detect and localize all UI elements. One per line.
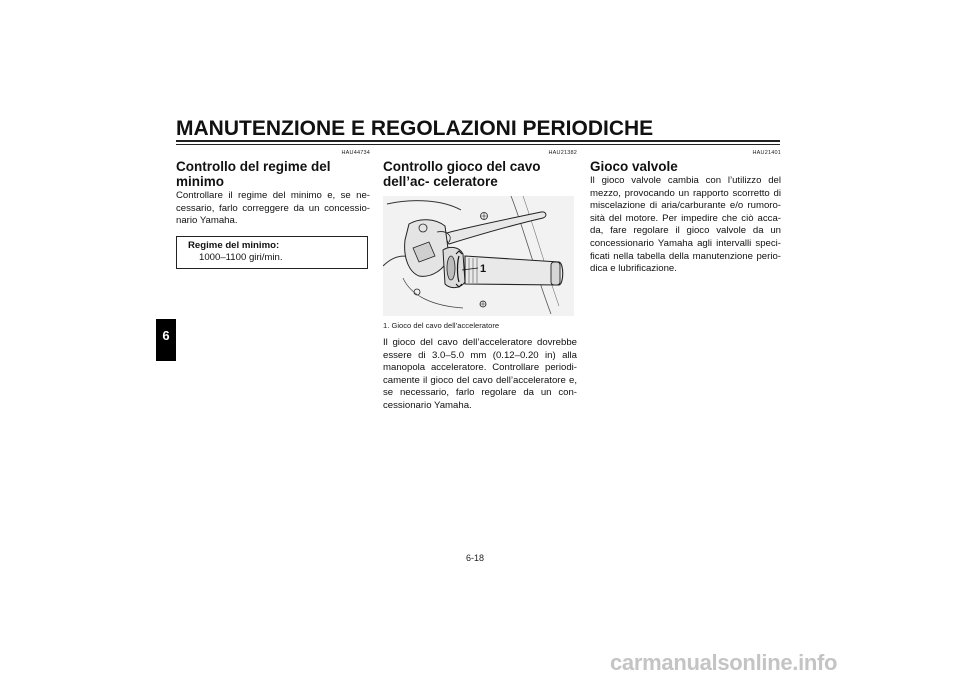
section-text: Il gioco valvole cambia con l’utilizzo del mezzo, provocando un rapporto scorretto di miscelazione di aria/carburante e/o rumoro- sità del motore. Per impedire che ciò acca- da, fare regolare il gioco valvole da un concessionario Yamaha agli intervalli speci- ficati nella tabella della manutenzione perio- dica e lubrificazione. — [590, 175, 781, 275]
section-heading: Gioco valvole — [590, 159, 678, 174]
header-rule-thin — [176, 144, 780, 145]
section-code: HAU21401 — [752, 150, 781, 156]
chapter-number: 6 — [162, 328, 170, 343]
section-heading: Controllo del regime del minimo — [176, 159, 331, 189]
section-valve-clearance — [590, 150, 781, 276]
watermark: carmanualsonline.info — [610, 650, 838, 675]
section-text: Controllare il regime del minimo e, se ne- cessario, farlo correggere da un concessio- nario Yamaha. — [176, 190, 370, 227]
section-throttle-cable — [383, 150, 577, 413]
spec-label: Regime del minimo: — [188, 239, 280, 251]
chapter-tab — [156, 319, 176, 361]
throttle-grip-illustration — [383, 196, 574, 316]
section-heading: Controllo gioco del cavo dell’ac- celeratore — [383, 159, 541, 189]
section-code: HAU21382 — [548, 150, 577, 156]
spec-value: 1000–1100 giri/min. — [199, 251, 283, 263]
header-rule — [176, 140, 780, 142]
section-code: HAU44734 — [341, 150, 370, 156]
section-text: Il gioco del cavo dell’acceleratore dovrebbe essere di 3.0–5.0 mm (0.12–0.20 in) alla manopola acceleratore. Controllare periodi- camente il gioco del cavo dell’acceleratore e, se necessario, farlo regolare da un con- cessionario Yamaha. — [383, 337, 577, 411]
section-idle-speed — [176, 150, 370, 269]
spec-box — [176, 236, 368, 269]
figure-caption: 1. Gioco del cavo dell’acceleratore — [383, 321, 500, 330]
page-header-title: MANUTENZIONE E REGOLAZIONI PERIODICHE — [176, 117, 654, 140]
throttle-grip-figure — [383, 196, 574, 316]
page-number: 6-18 — [466, 553, 485, 563]
figure-callout-1: 1 — [480, 263, 487, 275]
